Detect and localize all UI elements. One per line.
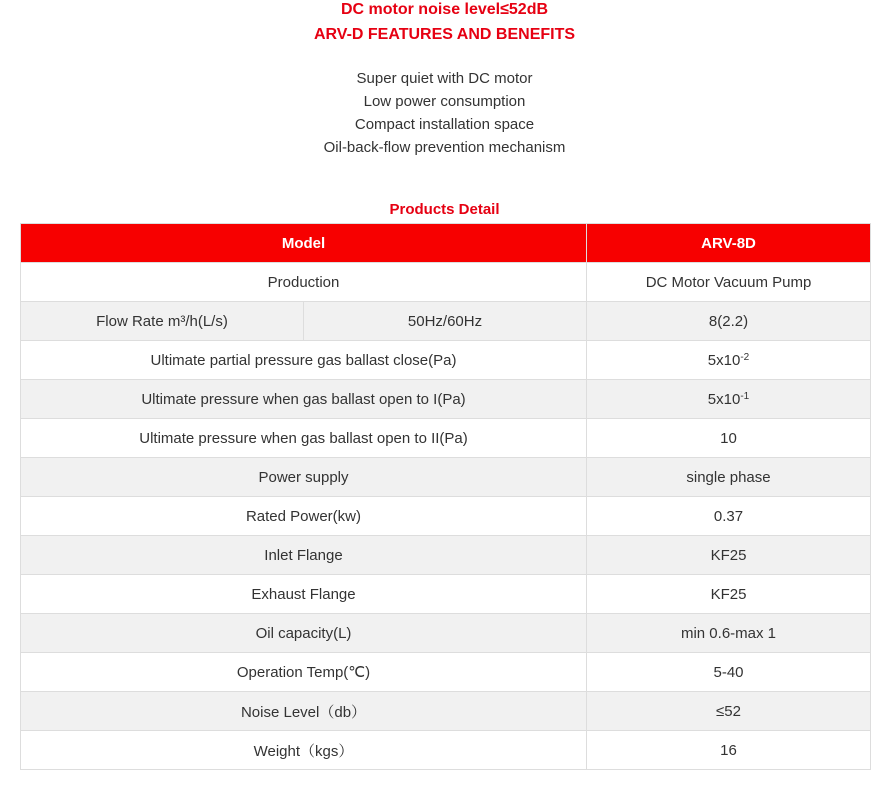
row-value: single phase	[587, 458, 871, 497]
row-label: Exhaust Flange	[21, 575, 587, 614]
table-row	[21, 614, 871, 653]
table-row	[21, 419, 871, 458]
feature-item: Compact installation space	[354, 116, 535, 133]
row-value: 8(2.2)	[587, 302, 871, 341]
row-value: 5-40	[587, 653, 871, 692]
row-label: Weight（kgs）	[21, 731, 587, 770]
features-title: ARV-D FEATURES AND BENEFITS	[313, 26, 576, 43]
table-row	[21, 731, 871, 770]
feature-item: Low power consumption	[363, 93, 526, 110]
model-header: Model	[21, 224, 587, 263]
row-label: Power supply	[21, 458, 587, 497]
table-row	[21, 341, 871, 380]
table-row	[21, 497, 871, 536]
table-row	[21, 380, 871, 419]
row-value: KF25	[587, 536, 871, 575]
row-label: Noise Level（db）	[21, 692, 587, 731]
feature-item: Super quiet with DC motor	[356, 70, 533, 87]
value-exponent: -1	[740, 390, 750, 402]
value-exponent: -2	[740, 351, 750, 363]
row-label: Flow Rate m³/h(L/s)	[21, 302, 304, 341]
value-base: 5x10	[707, 351, 741, 369]
feature-item: Oil-back-flow prevention mechanism	[323, 139, 566, 156]
row-label: Ultimate pressure when gas ballast open to I(Pa)	[21, 380, 587, 419]
row-label: Production	[21, 263, 587, 302]
features-list	[0, 67, 882, 159]
row-label: Ultimate pressure when gas ballast open to II(Pa)	[21, 419, 587, 458]
product-spec-table	[20, 223, 871, 770]
row-label: Operation Temp(℃)	[21, 653, 587, 692]
row-value: DC Motor Vacuum Pump	[587, 263, 871, 302]
row-label: Oil capacity(L)	[21, 614, 587, 653]
table-row	[21, 536, 871, 575]
row-label: Ultimate partial pressure gas ballast close(Pa)	[21, 341, 587, 380]
table-row	[21, 302, 871, 341]
table-row	[21, 458, 871, 497]
table-header-row	[21, 224, 871, 263]
table-row	[21, 653, 871, 692]
row-value	[587, 341, 871, 380]
row-value: ≤52	[587, 692, 871, 731]
row-value: min 0.6-max 1	[587, 614, 871, 653]
row-label: Rated Power(kw)	[21, 497, 587, 536]
noise-level-headline: DC motor noise level≤52dB	[340, 1, 549, 18]
row-value: 10	[587, 419, 871, 458]
value-base: 5x10	[707, 390, 741, 408]
row-sublabel: 50Hz/60Hz	[304, 302, 587, 341]
row-value: 0.37	[587, 497, 871, 536]
table-row	[21, 692, 871, 731]
table-row	[21, 575, 871, 614]
row-value: KF25	[587, 575, 871, 614]
products-detail-title: Products Detail	[389, 201, 500, 218]
row-value	[587, 380, 871, 419]
table-row	[21, 263, 871, 302]
row-label: Inlet Flange	[21, 536, 587, 575]
row-value: 16	[587, 731, 871, 770]
model-value-header: ARV-8D	[587, 224, 871, 263]
